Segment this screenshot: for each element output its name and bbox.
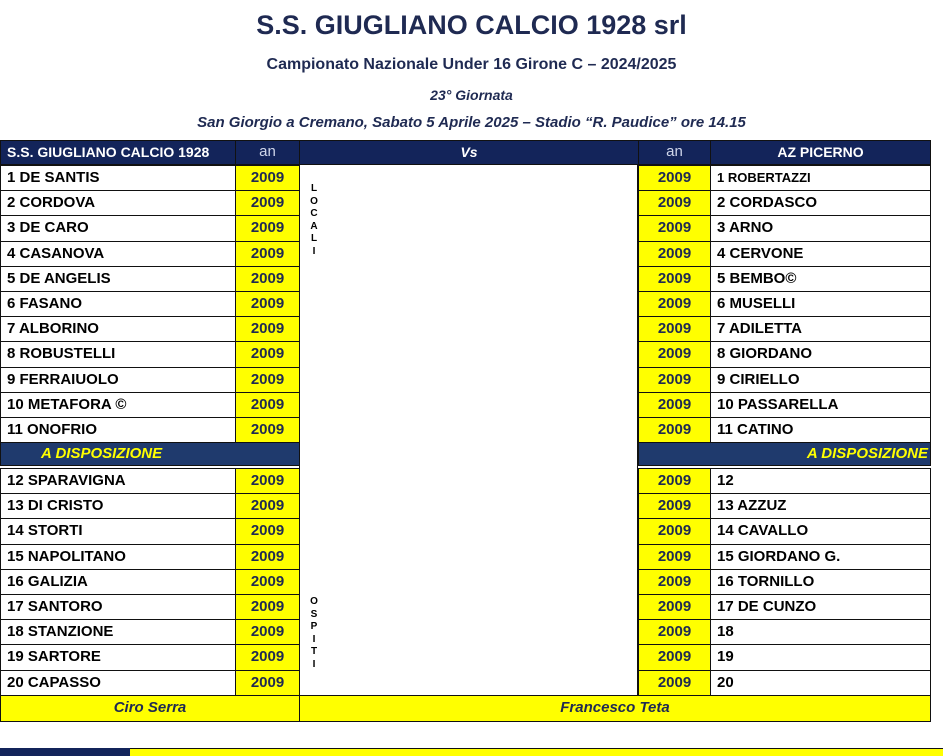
vertical-letter: P <box>310 621 318 632</box>
vertical-letter: S <box>310 608 318 620</box>
away-player-year: 2009 <box>638 215 711 241</box>
away-player-name: 12 <box>710 468 931 494</box>
away-player-year: 2009 <box>638 291 711 317</box>
vertical-letter: I <box>312 658 316 670</box>
home-player-year: 2009 <box>235 670 300 696</box>
vs-header: Vs <box>299 140 639 165</box>
away-coach: Francesco Teta <box>299 695 931 722</box>
home-player-year: 2009 <box>235 341 300 367</box>
away-player-name: 11 CATINO <box>710 417 931 443</box>
home-player-year: 2009 <box>235 619 300 645</box>
away-player-year: 2009 <box>638 392 711 418</box>
home-player-year: 2009 <box>235 594 300 620</box>
away-player-year: 2009 <box>638 367 711 393</box>
vertical-letter: A <box>310 220 318 232</box>
away-player-name: 19 <box>710 644 931 670</box>
away-player-year: 2009 <box>638 165 711 191</box>
away-player-name: 18 <box>710 619 931 645</box>
home-coach: Ciro Serra <box>0 695 300 722</box>
home-player-name: 2 CORDOVA <box>0 190 236 216</box>
home-player-year: 2009 <box>235 367 300 393</box>
vertical-letter: L <box>310 183 318 194</box>
vertical-letter: L <box>310 233 318 244</box>
home-player-year: 2009 <box>235 241 300 267</box>
away-player-year: 2009 <box>638 190 711 216</box>
away-player-name: 9 CIRIELLO <box>710 367 931 393</box>
home-player-year: 2009 <box>235 215 300 241</box>
away-player-year: 2009 <box>638 644 711 670</box>
away-player-name: 17 DE CUNZO <box>710 594 931 620</box>
home-year-header: an <box>235 140 300 165</box>
home-player-name: 3 DE CARO <box>0 215 236 241</box>
away-player-year: 2009 <box>638 417 711 443</box>
home-player-name: 14 STORTI <box>0 518 236 544</box>
home-player-name: 10 METAFORA © <box>0 392 236 418</box>
home-player-name: 11 ONOFRIO <box>0 417 236 443</box>
away-player-name: 14 CAVALLO <box>710 518 931 544</box>
home-player-name: 17 SANTORO <box>0 594 236 620</box>
vertical-letter: I <box>312 245 316 257</box>
away-player-year: 2009 <box>638 341 711 367</box>
home-player-year: 2009 <box>235 544 300 570</box>
home-player-name: 7 ALBORINO <box>0 316 236 342</box>
home-player-name: 9 FERRAIUOLO <box>0 367 236 393</box>
away-player-year: 2009 <box>638 619 711 645</box>
home-player-name: 13 DI CRISTO <box>0 493 236 519</box>
lineup-table <box>0 140 943 722</box>
home-player-name: 19 SARTORE <box>0 644 236 670</box>
home-player-name: 12 SPARAVIGNA <box>0 468 236 494</box>
away-player-name: 5 BEMBO© <box>710 266 931 292</box>
away-player-name: 13 AZZUZ <box>710 493 931 519</box>
away-player-year: 2009 <box>638 569 711 595</box>
vertical-letter: O <box>310 596 318 607</box>
away-player-name: 15 GIORDANO G. <box>710 544 931 570</box>
home-player-name: 6 FASANO <box>0 291 236 317</box>
home-player-year: 2009 <box>235 518 300 544</box>
vertical-letter: O <box>310 195 318 207</box>
home-player-name: 20 CAPASSO <box>0 670 236 696</box>
vertical-letter: C <box>310 208 318 219</box>
away-player-year: 2009 <box>638 266 711 292</box>
away-player-year: 2009 <box>638 670 711 696</box>
home-player-year: 2009 <box>235 291 300 317</box>
home-player-year: 2009 <box>235 392 300 418</box>
away-player-name: 4 CERVONE <box>710 241 931 267</box>
away-player-year: 2009 <box>638 518 711 544</box>
home-player-year: 2009 <box>235 493 300 519</box>
away-player-year: 2009 <box>638 544 711 570</box>
home-player-year: 2009 <box>235 417 300 443</box>
home-player-name: 8 ROBUSTELLI <box>0 341 236 367</box>
home-player-name: 18 STANZIONE <box>0 619 236 645</box>
away-player-name: 3 ARNO <box>710 215 931 241</box>
away-player-year: 2009 <box>638 468 711 494</box>
home-player-name: 15 NAPOLITANO <box>0 544 236 570</box>
away-player-name: 16 TORNILLO <box>710 569 931 595</box>
home-player-year: 2009 <box>235 165 300 191</box>
away-player-name: 1 ROBERTAZZI <box>710 165 931 191</box>
home-player-year: 2009 <box>235 190 300 216</box>
away-player-name: 2 CORDASCO <box>710 190 931 216</box>
home-player-name: 16 GALIZIA <box>0 569 236 595</box>
away-player-name: 6 MUSELLI <box>710 291 931 317</box>
center-column <box>299 165 638 696</box>
away-player-year: 2009 <box>638 594 711 620</box>
away-player-name: 7 ADILETTA <box>710 316 931 342</box>
away-year-header: an <box>638 140 711 165</box>
home-player-name: 1 DE SANTIS <box>0 165 236 191</box>
home-player-name: 4 CASANOVA <box>0 241 236 267</box>
footer-bar-yellow <box>130 748 943 756</box>
away-player-name: 8 GIORDANO <box>710 341 931 367</box>
matchday-label: 23° Giornata <box>430 87 513 103</box>
away-player-year: 2009 <box>638 493 711 519</box>
away-team-header: AZ PICERNO <box>710 140 931 165</box>
home-player-year: 2009 <box>235 266 300 292</box>
home-bench-header: A DISPOSIZIONE <box>0 442 300 466</box>
home-team-header: S.S. GIUGLIANO CALCIO 1928 <box>0 140 236 165</box>
away-player-name: 20 <box>710 670 931 696</box>
home-player-year: 2009 <box>235 468 300 494</box>
home-player-name: 5 DE ANGELIS <box>0 266 236 292</box>
away-player-year: 2009 <box>638 241 711 267</box>
vertical-letter: T <box>310 646 318 657</box>
away-bench-header: A DISPOSIZIONE <box>638 442 931 466</box>
home-player-year: 2009 <box>235 569 300 595</box>
home-player-year: 2009 <box>235 644 300 670</box>
vertical-letter: I <box>312 633 316 645</box>
home-player-year: 2009 <box>235 316 300 342</box>
page-title: S.S. GIUGLIANO CALCIO 1928 srl <box>256 10 687 40</box>
competition-subtitle: Campionato Nazionale Under 16 Girone C – 2024/2025 <box>266 56 677 73</box>
away-player-year: 2009 <box>638 316 711 342</box>
venue-line: San Giorgio a Cremano, Sabato 5 Aprile 2025 – Stadio “R. Paudice” ore 14.15 <box>197 114 746 131</box>
away-player-name: 10 PASSARELLA <box>710 392 931 418</box>
footer-bar-navy <box>0 748 130 756</box>
